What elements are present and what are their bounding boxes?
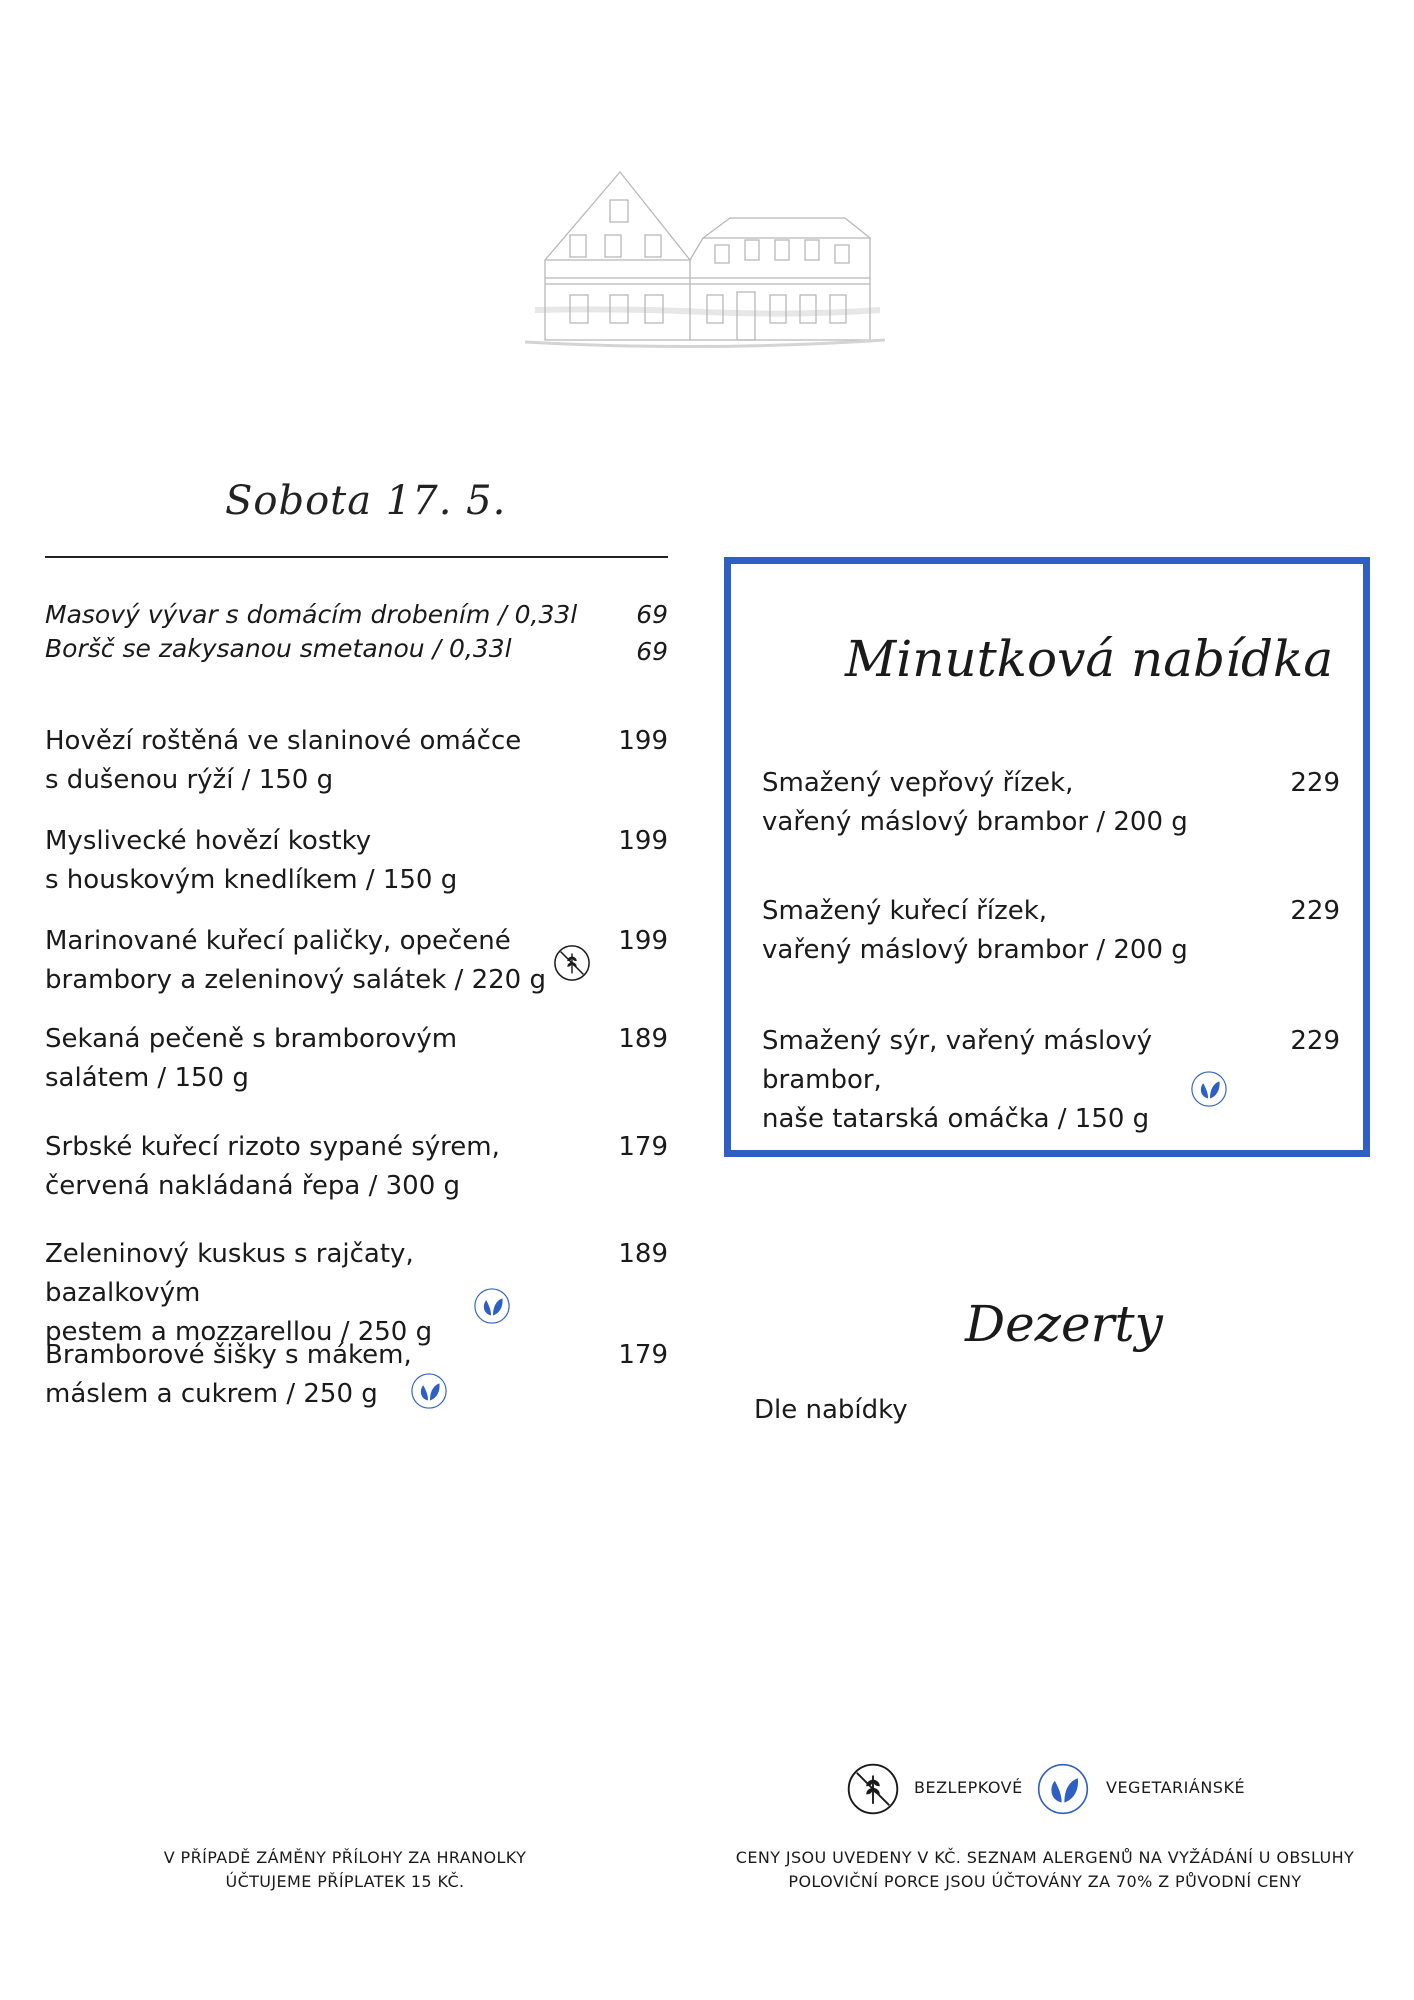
vegetarian-icon — [1190, 1070, 1228, 1108]
list-item — [762, 892, 1340, 972]
desserts-title: Dezerty — [965, 1295, 1163, 1353]
item-price: 199 — [618, 726, 668, 756]
item-price: 179 — [618, 1132, 668, 1162]
item-price: 229 — [1290, 1026, 1340, 1056]
item-line1: Marinované kuřecí paličky, opečené — [45, 926, 511, 956]
item-line2: s dušenou rýží / 150 g — [45, 765, 334, 795]
item-line1: Zeleninový kuskus s rajčaty, bazalkovým — [45, 1239, 414, 1308]
soup-price: 69 — [636, 637, 668, 666]
footer-right-line2: POLOVIČNÍ PORCE JSOU ÚČTOVÁNY ZA 70% Z PŮVODNÍ CENY — [788, 1872, 1302, 1891]
item-line1: Smažený sýr, vařený máslový brambor, — [762, 1026, 1152, 1095]
soup-price: 69 — [636, 600, 668, 629]
soup-name: Boršč se zakysanou smetanou / 0,33l — [45, 634, 512, 663]
list-item — [45, 922, 668, 1002]
item-price: 189 — [618, 1239, 668, 1269]
item-line1: Hovězí roštěná ve slaninové omáčce — [45, 726, 522, 756]
item-price: 199 — [618, 926, 668, 956]
footer-left-line1: V PŘÍPADĚ ZÁMĚNY PŘÍLOHY ZA HRANOLKY — [163, 1848, 527, 1867]
divider-line — [45, 556, 668, 558]
vegetarian-icon — [410, 1372, 448, 1410]
item-price: 179 — [618, 1340, 668, 1370]
item-line1: Bramborové šišky s mákem, — [45, 1340, 412, 1370]
list-item — [45, 1128, 668, 1208]
item-price: 189 — [618, 1024, 668, 1054]
item-price: 229 — [1290, 896, 1340, 926]
item-line1: Sekaná pečeně s bramborovým — [45, 1024, 458, 1054]
gluten-free-icon — [846, 1762, 900, 1816]
soup-name: Masový vývar s domácím drobením / 0,33l — [45, 600, 578, 629]
desserts-text: Dle nabídky — [754, 1395, 908, 1425]
list-item — [45, 1336, 668, 1416]
list-item — [45, 634, 668, 666]
gluten-free-icon — [553, 944, 591, 982]
list-item — [45, 822, 668, 902]
footer-left-note — [125, 1846, 565, 1894]
item-line2: vařený máslový brambor / 200 g — [762, 807, 1188, 837]
item-line2: s houskovým knedlíkem / 150 g — [45, 865, 458, 895]
list-item — [45, 600, 668, 632]
item-line2: vařený máslový brambor / 200 g — [762, 935, 1188, 965]
item-line2: máslem a cukrem / 250 g — [45, 1379, 378, 1409]
item-line1: Smažený vepřový řízek, — [762, 768, 1074, 798]
legend-gluten-free-label: BEZLEPKOVÉ — [914, 1778, 1023, 1797]
legend-vegetarian-label: VEGETARIÁNSKÉ — [1106, 1778, 1246, 1797]
item-line1: Srbské kuřecí rizoto sypané sýrem, — [45, 1132, 500, 1162]
item-price: 199 — [618, 826, 668, 856]
item-line2: salátem / 150 g — [45, 1063, 249, 1093]
building-sketch-logo — [525, 160, 885, 360]
list-item — [45, 1020, 668, 1100]
item-line1: Myslivecké hovězí kostky — [45, 826, 372, 856]
footer-left-line2: ÚČTUJEME PŘÍPLATEK 15 KČ. — [225, 1872, 465, 1891]
item-line2: pestem a mozzarellou / 250 g — [45, 1317, 433, 1347]
list-item — [762, 764, 1340, 844]
item-price: 229 — [1290, 768, 1340, 798]
day-title: Sobota 17. 5. — [225, 478, 507, 524]
minutka-title: Minutková nabídka — [845, 630, 1334, 688]
item-line2: naše tatarská omáčka / 150 g — [762, 1104, 1150, 1134]
vegetarian-icon — [1036, 1762, 1090, 1816]
footer-right-line1: CENY JSOU UVEDENY V KČ. SEZNAM ALERGENŮ NA VYŽÁDÁNÍ U OBSLUHY — [735, 1848, 1355, 1867]
vegetarian-icon — [473, 1287, 511, 1325]
item-line1: Smažený kuřecí řízek, — [762, 896, 1048, 926]
item-line2: brambory a zeleninový salátek / 220 g — [45, 965, 546, 995]
list-item — [762, 1022, 1340, 1134]
list-item — [45, 1235, 668, 1347]
item-line2: červená nakládaná řepa / 300 g — [45, 1171, 461, 1201]
list-item — [45, 722, 668, 802]
footer-right-note — [700, 1846, 1390, 1894]
